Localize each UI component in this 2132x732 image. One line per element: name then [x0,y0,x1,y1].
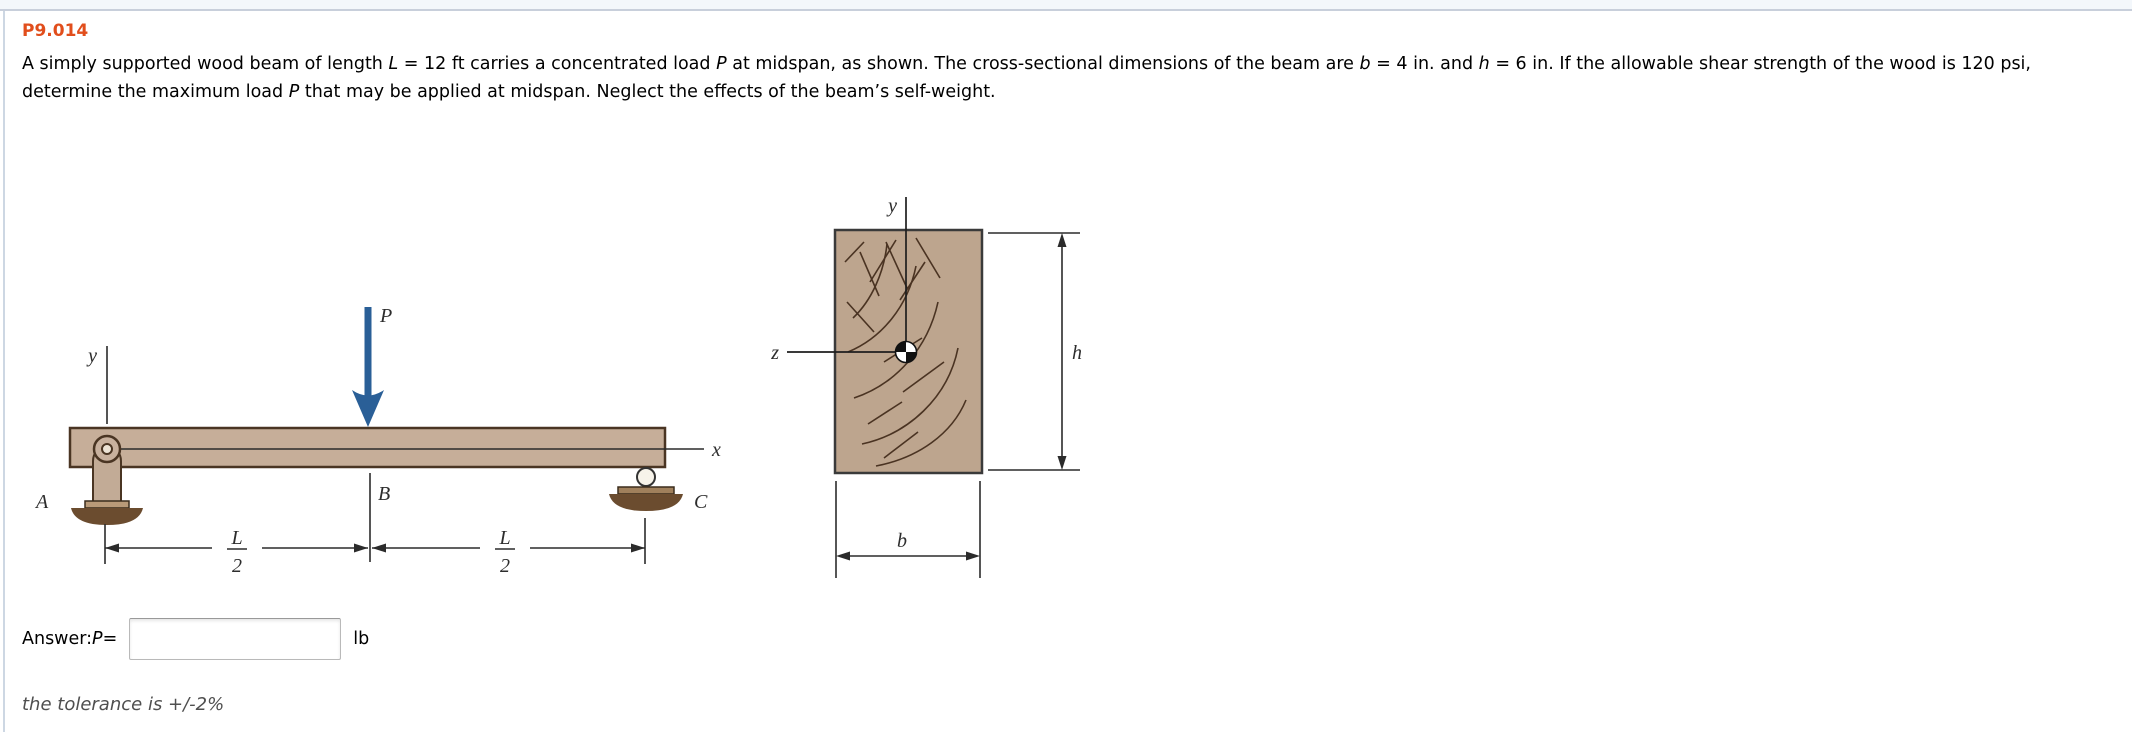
answer-row [22,618,369,660]
statement-segment: = 4 in. and [1370,54,1479,74]
beam-elevation-diagram [34,305,721,577]
b-dim-arrow-right [966,552,980,561]
cross-section-body [835,230,982,473]
answer-variable: P [92,629,103,649]
statement-segment: that may be applied at midspan. Neglect the effects of the beam’s self-weight. [299,82,996,102]
variable-P: P [716,54,727,74]
half-span-numerator: L [499,527,511,549]
answer-unit: lb [353,629,370,649]
cross-section-diagram [770,195,1082,578]
beam-body [70,428,665,467]
answer-prefix: Answer: [22,629,93,649]
statement-segment: A simply supported wood beam of length [22,54,389,74]
half-span-denominator: 2 [232,555,242,577]
wood-grain-lines [845,238,966,466]
roller-support-base-plate [618,487,674,494]
midspan-label: B [378,483,391,505]
section-y-axis-label: y [888,195,897,217]
b-dim-arrow-left [836,552,850,561]
variable-L: L [388,54,399,74]
h-dim-arrow-top [1058,233,1067,247]
height-dim-label: h [1072,342,1082,364]
load-label: P [380,305,393,327]
width-dim-label: b [897,530,907,552]
problem-statement [22,50,2120,106]
dim-arrow-right [631,544,645,553]
statement-segment: at midspan, as shown. The cross-sectional dimensions of the beam are [726,54,1360,74]
pin-support-pin-hole [102,444,112,454]
problem-number: P9.014 [22,21,89,41]
pin-support-ground-pad [71,508,143,525]
left-frame-border [3,11,5,732]
centroid-quadrant [896,342,907,353]
beam-x-axis-label: x [712,439,721,461]
beam-y-axis-label: y [88,345,97,367]
dim-arrow-mid-left [372,544,386,553]
variable-P: P [288,82,300,102]
answer-equals: = [102,629,118,649]
variable-h: h [1478,54,1490,74]
pin-support-bracket [93,446,121,503]
statement-segment: = 12 ft carries a concentrated load [398,54,717,74]
pin-support-base-plate [85,501,129,508]
statement-segment: = 6 in. If the allowable shear strength of the wood is 120 psi, determine the maximum load [22,54,2031,102]
centroid-quadrant [906,352,917,363]
top-frame-border [0,0,2132,11]
roller-support-wheel [637,468,655,486]
dim-arrow-left [105,544,119,553]
half-span-denominator: 2 [500,555,510,577]
answer-input[interactable] [129,618,341,660]
variable-b: b [1359,54,1371,74]
h-dim-arrow-bottom [1058,456,1067,470]
dim-arrow-mid-right [354,544,368,553]
support-c-label: C [694,491,708,513]
roller-support-ground-pad [609,494,683,511]
half-span-numerator: L [231,527,243,549]
pin-support-pin [94,436,120,462]
tolerance-note: the tolerance is +/-2% [22,694,225,715]
section-z-axis-label: z [771,342,779,364]
load-arrow-head [352,390,384,427]
support-a-label: A [36,491,49,513]
centroid-marker [896,342,917,363]
